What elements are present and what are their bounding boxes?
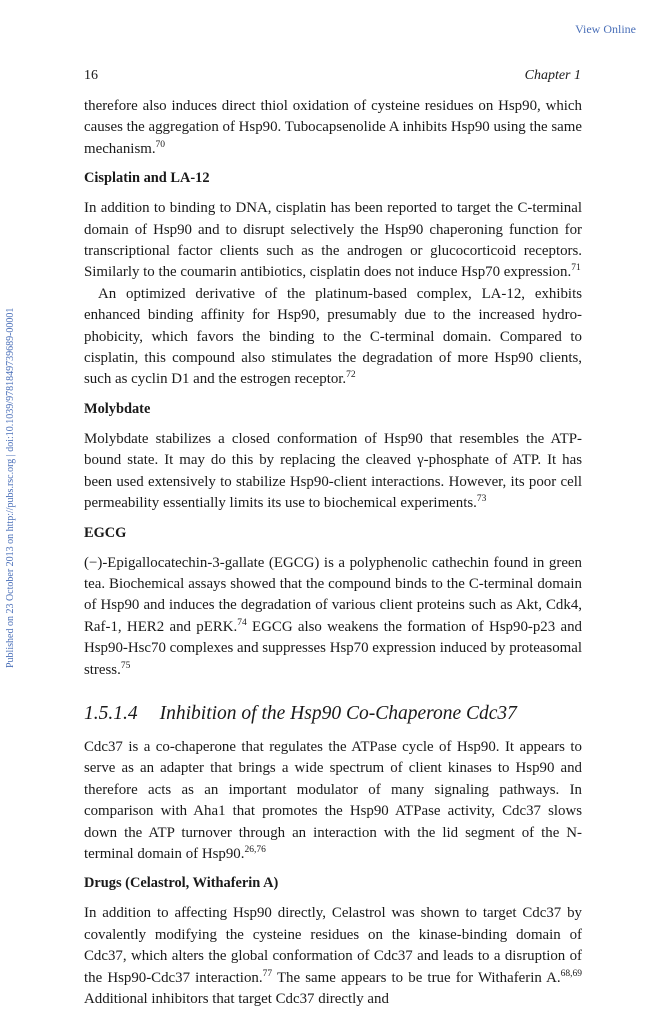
paragraph [84,96,582,160]
citation: 75 [120,660,131,671]
page-number: 16 [84,68,98,83]
paragraph [84,429,582,515]
paragraph-text: Cdc37 is a co-chaperone that regulates the ATPase cycle of Hsp90. It appears to serve as an adapter that brings a wide spectrum of client kinases to Hsp90 and therefore acts as an important modulator of many signaling pathways. In comparison with Aha1 that promotes the Hsp90 ATPase activity, Cdc37 slows down the ATP turnover through an interaction with the lid segment of the N-terminal domain of Hsp90. [84,738,582,862]
publication-side-note [2,148,22,668]
paragraph-text: EGCG also weakens the formation of Hsp90-p23 and Hsp90-Hsc70 complexes and suppresses Hsp70 expression induced by proteasomal stress. [84,618,582,678]
side-note-text: Published on 23 October 2013 on http://pubs.rsc.org | doi:10.1039/9781849739689-00001 [5,307,16,668]
citation: 70 [155,139,166,150]
paragraph-text: In addition to binding to DNA, cisplatin has been reported to target the C-terminal domain of Hsp90 and to disrupt selectively the Hsp90 chaperoning function for transcriptional factor clients such as the androgen or glucocorticoid receptors. Similarly to the coumarin antibiotics, cisplatin does not induce Hsp70 expression. [84,200,582,281]
chapter-label: Chapter 1 [524,68,581,83]
paragraph-text: An optimized derivative of the platinum-based complex, LA-12, exhibits enhanced binding affinity for Hsp90, presumably due to the increased hydrophobicity, which favors the binding to the C-terminal domain. Compared to cisplatin, this compound also stimulates the degradation of more Hsp90 clients, such as cyclin D1 and the estrogen receptor. [84,285,582,388]
citation: 68,69 [560,968,582,979]
subheading-egcg: EGCG [84,524,127,541]
paragraph-text: In addition to affecting Hsp90 directly, Celastrol was shown to target Cdc37 by covalently modifying the cysteine residues on the kinase-binding domain of Cdc37, which alters the global conformation of Cdc37 and leads to a disruption of the Hsp90-Cdc37 interaction. [84,905,582,986]
page-body [84,96,582,1010]
subheading-molybdate: Molybdate [84,400,151,417]
running-header [84,68,581,84]
subheading-drugs: Drugs (Celastrol, Withaferin A) [84,875,279,892]
paragraph [84,737,582,865]
paragraph-text: Additional inhibitors that target Cdc37 directly and [84,991,389,1007]
paragraph-text: The same appears to be true for Withaferin A. [272,969,561,986]
citation: 74 [237,617,247,628]
paragraph-text: therefore also induces direct thiol oxidation of cysteine residues on Hsp90, which causes the aggregation of Hsp90. Tubocapsenolide A inhibits Hsp90 using the same mechanism. [84,98,582,157]
paragraph-text: (−)-Epigallocatechin-3-gallate (EGCG) is a polyphenolic cathechin found in green tea. Biochemical assays showed that the compound binds to the C-terminal domain of Hsp90 and induces the degradation of various client proteins such as Akt, Cdk4, Raf-1, HER2 and pERK. [84,554,582,635]
citation: 26,76 [244,844,266,855]
citation: 71 [571,263,581,274]
citation: 77 [262,968,273,979]
section-title: Inhibition of the Hsp90 Co-Chaperone Cdc37 [159,702,517,724]
citation: 73 [476,494,487,505]
paragraph-text: Molybdate stabilizes a closed conformation of Hsp90 that resembles the ATP-bound state. It may do this by replacing the cleaved γ-phosphate of ATP. It has been used extensively to stabilize Hsp90-client interactions. However, its poor cell permeability essentially limits its use to biochemical experiments. [84,430,582,512]
paragraph [84,903,582,1010]
paragraph [84,198,582,284]
paragraph [84,284,582,391]
section-number: 1.5.1.4 [84,702,138,724]
paragraph [84,553,582,681]
citation: 72 [346,370,356,381]
section-heading [84,702,582,726]
view-online-link[interactable]: View Online [575,22,636,36]
subheading-cisplatin: Cisplatin and LA-12 [84,170,210,187]
